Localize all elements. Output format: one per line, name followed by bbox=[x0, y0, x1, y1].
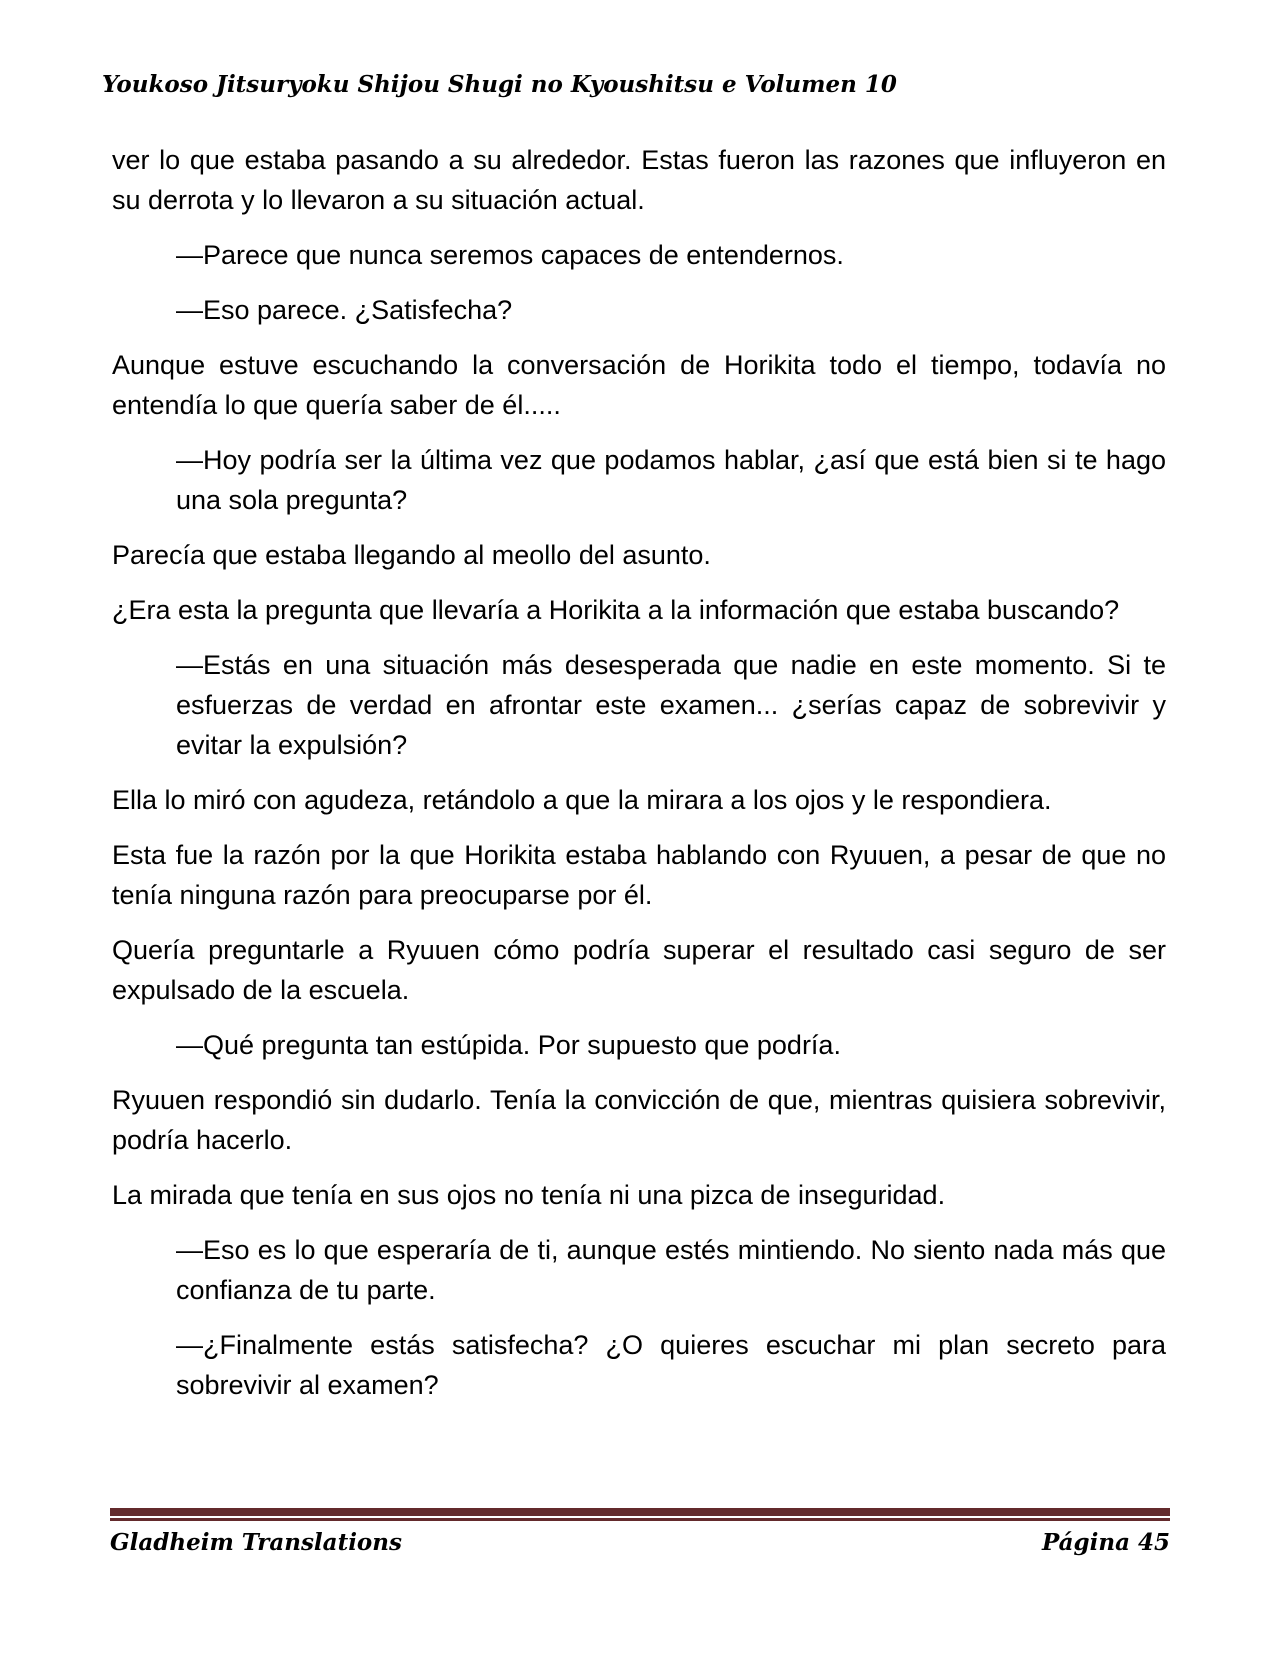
footer-translator-name: Gladheim Translations bbox=[110, 1529, 402, 1556]
body-content bbox=[112, 140, 1166, 1405]
dialog-paragraph: —Eso parece. ¿Satisfecha? bbox=[176, 295, 513, 325]
paragraph: ver lo que estaba pasando a su alrededor. Estas fueron las razones que influyeron en su derrota y lo llevaron a su situación actual. bbox=[112, 145, 1166, 215]
dialog-paragraph: —¿Finalmente estás satisfecha? ¿O quieres escuchar mi plan secreto para sobrevivir al examen? bbox=[176, 1330, 1166, 1400]
paragraph: ¿Era esta la pregunta que llevaría a Horikita a la información que estaba buscando? bbox=[112, 595, 1120, 625]
dialog-paragraph: —Estás en una situación más desesperada que nadie en este momento. Si te esfuerzas de verdad en afrontar este examen... ¿serías capaz de sobrevivir y evitar la expulsión? bbox=[176, 650, 1166, 760]
paragraph: Parecía que estaba llegando al meollo del asunto. bbox=[112, 540, 711, 570]
paragraph: Aunque estuve escuchando la conversación de Horikita todo el tiempo, todavía no entendía lo que quería saber de él..... bbox=[112, 350, 1166, 420]
dialog-paragraph: —Qué pregunta tan estúpida. Por supuesto que podría. bbox=[176, 1030, 841, 1060]
footer-row bbox=[110, 1529, 1170, 1557]
paragraph: Quería preguntarle a Ryuuen cómo podría superar el resultado casi seguro de ser expulsado de la escuela. bbox=[112, 935, 1166, 1005]
dialog-paragraph: —Hoy podría ser la última vez que podamos hablar, ¿así que está bien si te hago una sola pregunta? bbox=[176, 445, 1166, 515]
dialog-paragraph: —Parece que nunca seremos capaces de entendernos. bbox=[176, 240, 844, 270]
paragraph: Ella lo miró con agudeza, retándolo a que la mirara a los ojos y le respondiera. bbox=[112, 785, 1052, 815]
footer-page-number: Página 45 bbox=[1041, 1529, 1170, 1556]
page-header bbox=[102, 70, 1166, 100]
dialog-paragraph: —Eso es lo que esperaría de ti, aunque estés mintiendo. No siento nada más que confianza de tu parte. bbox=[176, 1235, 1166, 1305]
page-footer bbox=[110, 1508, 1170, 1557]
footer-divider bbox=[110, 1508, 1170, 1521]
header-title: Youkoso Jitsuryoku Shijou Shugi no Kyoushitsu e Volumen 10 bbox=[102, 71, 897, 98]
paragraph: Ryuuen respondió sin dudarlo. Tenía la convicción de que, mientras quisiera sobrevivir, podría hacerlo. bbox=[112, 1085, 1166, 1155]
paragraph: La mirada que tenía en sus ojos no tenía ni una pizca de inseguridad. bbox=[112, 1180, 946, 1210]
paragraph: Esta fue la razón por la que Horikita estaba hablando con Ryuuen, a pesar de que no tenía ninguna razón para preocuparse por él. bbox=[112, 840, 1166, 910]
